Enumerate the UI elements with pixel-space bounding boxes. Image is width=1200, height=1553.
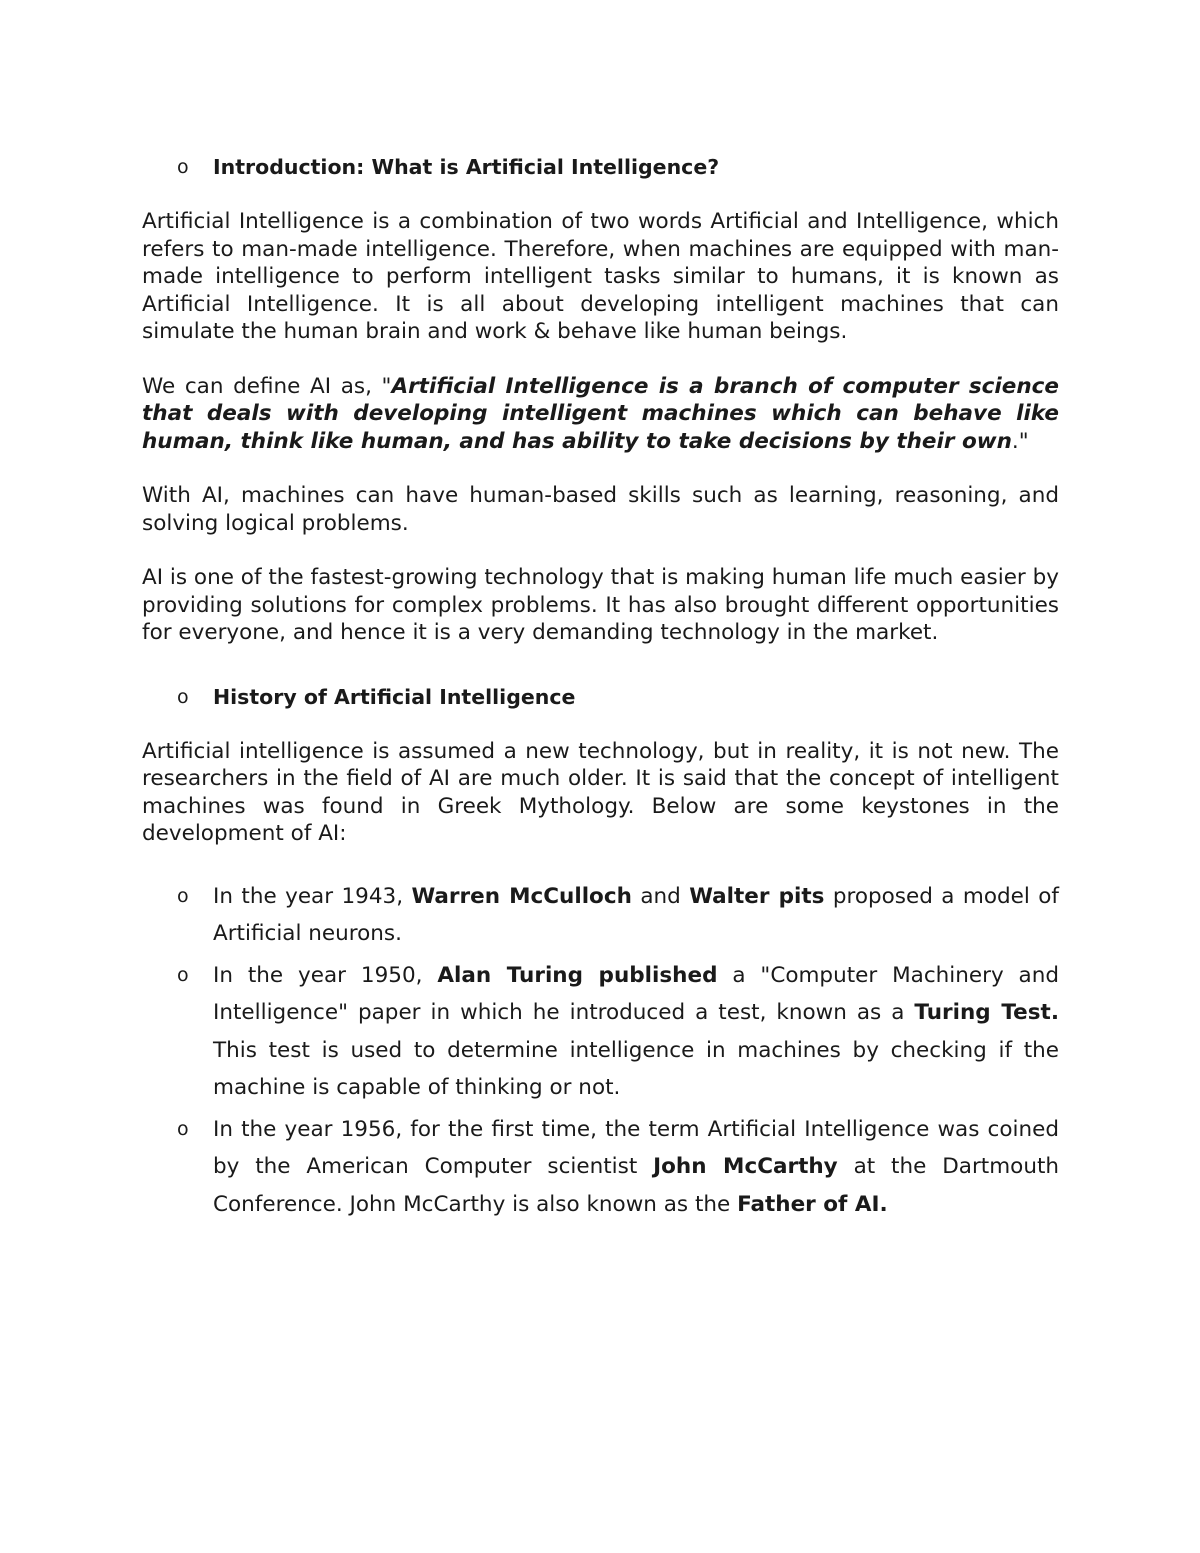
history-milestones-list — [142, 878, 1059, 1224]
bullet-marker: o — [177, 884, 189, 907]
intro-paragraph-4: AI is one of the fastest-growing technology that is making human life much easier by providing solutions for complex problems. It has also brought different opportunities for everyone, and hence it is a very demanding technology in the market. — [142, 565, 1059, 645]
intro-heading — [142, 152, 1059, 182]
list-item — [142, 1111, 1059, 1224]
item-text: In the year 1943, — [213, 883, 412, 909]
item-text: at the Dartmouth Conference. John McCarthy is also known as the — [213, 1154, 1059, 1217]
intro-heading-text: Introduction: What is Artificial Intelligence? — [213, 155, 720, 179]
item-bold-text: Father of AI. — [737, 1191, 888, 1217]
history-heading-text: History of Artificial Intelligence — [213, 684, 576, 709]
bullet-marker: o — [177, 685, 189, 708]
bullet-marker: o — [177, 1117, 189, 1140]
item-text: a "Computer Machinery and Intelligence" paper in which he introduced a test, known as a — [213, 962, 1060, 1025]
item-bold-text: Walter pits — [689, 883, 825, 909]
item-bold-text: Alan Turing published — [437, 962, 718, 988]
list-item — [142, 878, 1059, 953]
intro-paragraph-3: With AI, machines can have human-based skills such as learning, reasoning, and solving logical problems. — [142, 483, 1059, 536]
item-text: This test is used to determine intelligence in machines by checking if the machine is capable of thinking or not. — [213, 1037, 1059, 1100]
list-item — [142, 957, 1059, 1107]
history-heading — [142, 682, 1059, 712]
bullet-marker: o — [177, 156, 189, 178]
item-text: In the year 1956, for the first time, the term Artificial Intelligence was coined by the American Computer scientist — [213, 1116, 1059, 1179]
ai-definition-paragraph — [142, 373, 1059, 456]
item-text: proposed a model of Artificial neurons. — [213, 883, 1059, 946]
bullet-marker: o — [177, 963, 189, 986]
history-paragraph: Artificial intelligence is assumed a new technology, but in reality, it is not new. The researchers in the field of AI are much older. It is said that the concept of intelligent machines was found in Greek Mythology. Below are some keystones in the development of AI: — [142, 738, 1059, 846]
item-bold-text: Warren McCulloch — [411, 883, 632, 909]
item-bold-text: John McCarthy — [653, 1154, 838, 1179]
item-bold-text: Turing Test. — [914, 1000, 1059, 1025]
intro-paragraph-1: Artificial Intelligence is a combination of two words Artificial and Intelligence, which refers to man-made intelligence. Therefore, when machines are equipped with man-made intelligence to perform intelligent tasks similar to humans, it is known as Artificial Intelligence. It is all about developing intelligent machines that can simulate the human brain and work & behave like human beings. — [142, 209, 1059, 344]
item-text: and — [631, 883, 690, 909]
definition-suffix: ." — [1011, 428, 1029, 454]
item-text: In the year 1950, — [213, 962, 438, 988]
document-page — [142, 152, 1059, 1227]
definition-emphasis: Artificial Intelligence is a branch of computer science that deals with developing intelligent machines which can behave like human, think like human, and has ability to take decisions by their own — [142, 373, 1059, 454]
definition-prefix: We can define AI as, " — [142, 373, 392, 399]
